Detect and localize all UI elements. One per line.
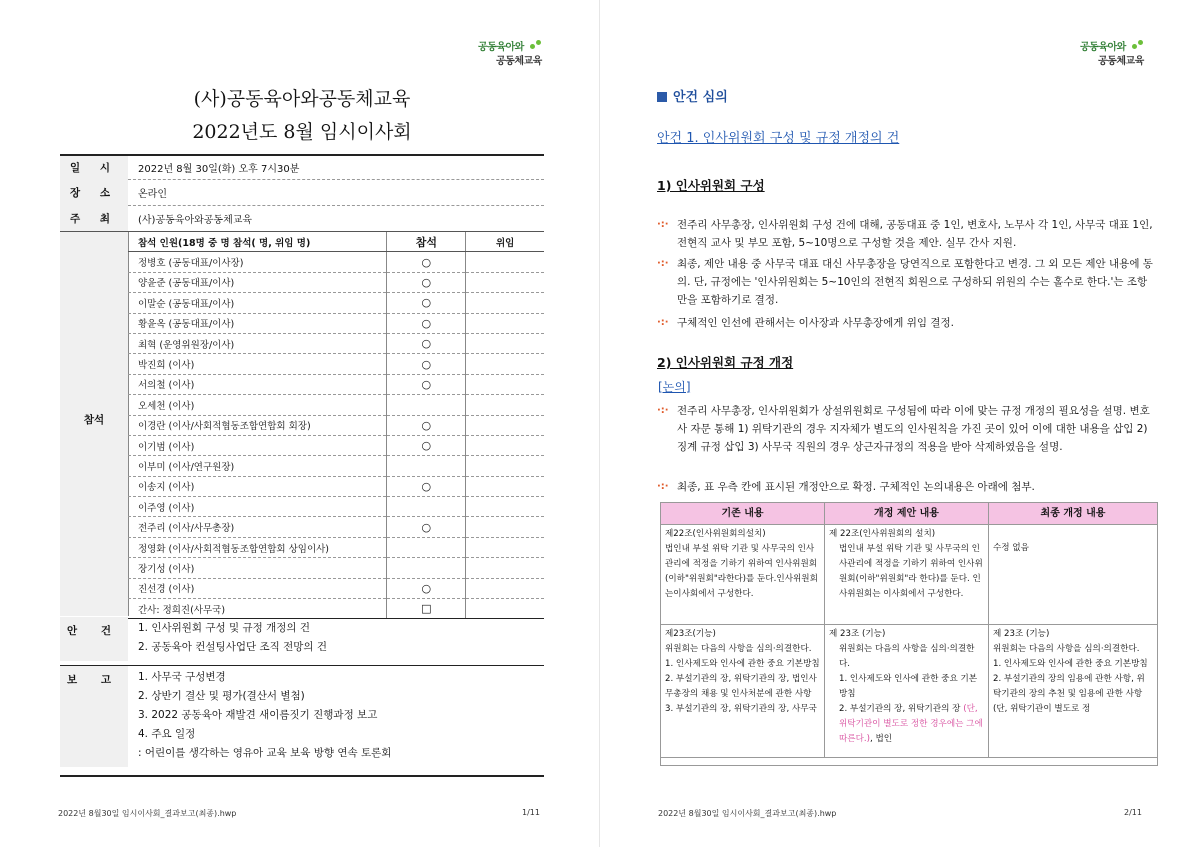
attendee-name: 최혁 (운영위원장/이사): [128, 333, 387, 353]
table-cell: 제22조(인사위원회의설치) 법인내 부설 위탁 기관 및 사무국의 인사관리에 적정을 기하기 위하여 인사위원회(이하"위원회"라한다)를 둔다.인사위원회는이사회에서 구성한다.: [661, 525, 825, 625]
attendee-name: 진선경 (이사): [128, 578, 387, 598]
agenda-table: [60, 617, 544, 661]
footer-page-number: 2/11: [1124, 808, 1142, 817]
attendee-mark: ○: [387, 272, 466, 292]
attendee-mark: [387, 395, 466, 415]
attendee-mark: ○: [387, 313, 466, 333]
secretary-name: 간사: 정희진(사무국): [128, 599, 387, 619]
attendee-mark: ○: [387, 517, 466, 537]
leaf-icon: [530, 44, 535, 49]
arrow-bullet-icon: ·:·: [657, 219, 669, 230]
subsection-heading: 2) 인사위원회 규정 개정: [657, 355, 794, 370]
attendee-mark: [387, 537, 466, 557]
secretary-mark: □: [387, 599, 466, 619]
document-page-2: [600, 0, 1200, 847]
attendee-name: 정영화 (이사/사회적협동조합연합회 상임이사): [128, 537, 387, 557]
attendee-mark: ○: [387, 435, 466, 455]
agenda-item: 2. 공동육아 컨설팅사업단 조직 전망의 건: [138, 641, 327, 653]
document-title: (사)공동육아와공동체교육: [193, 88, 411, 110]
leaf-icon: [536, 40, 541, 45]
leaf-icon: [1132, 44, 1137, 49]
column-header: 기존 내용: [661, 503, 825, 525]
attendee-mark: [387, 558, 466, 578]
attendee-mark: [387, 497, 466, 517]
bullet-item: ·:· 최종, 표 우측 칸에 표시된 개정안으로 확정. 구체적인 논의내용은 아래에 첨부.: [657, 478, 1157, 496]
attendee-mark: ○: [387, 333, 466, 353]
host-label: 주 최: [60, 206, 128, 232]
section-heading: 안건 심의: [657, 86, 728, 105]
attendee-name: 이주영 (이사): [128, 497, 387, 517]
report-item: 3. 2022 공동육아 재발견 새이름짓기 진행과정 보고: [138, 709, 378, 721]
column-header: 개정 제안 내용: [825, 503, 989, 525]
attendee-name: 전주리 (이사/사무총장): [128, 517, 387, 537]
agenda-heading: 안건 1. 인사위원회 구성 및 규정 개정의 건: [657, 131, 900, 146]
attendance-header-check: 참석: [387, 232, 466, 252]
bullet-item: ·:· 구체적인 인선에 관해서는 이사장과 사무총장에게 위임 결정.: [657, 314, 1157, 332]
bullet-item: ·:· 전주리 사무총장, 인사위원회 구성 건에 대해, 공동대표 중 1인, 변호사, 노무사 각 1인, 사무국 대표 1인, 전현직 교사 및 부모 포함, 5~10명으로 구성할 것을 제안. 실무 간사 지원.: [657, 216, 1157, 252]
report-table: [60, 666, 544, 767]
arrow-bullet-icon: ·:·: [657, 481, 669, 492]
attendee-mark: ○: [387, 578, 466, 598]
attendee-name: 이말순 (공동대표/이사): [128, 293, 387, 313]
report-item: : 어린이를 생각하는 영유아 교육 보육 방향 연속 토론회: [138, 747, 392, 759]
report-item: 2. 상반기 결산 및 평가(결산서 별첨): [138, 690, 305, 702]
footer-filename: 2022년 8월30일 임시이사회_결과보고(최종).hwp: [58, 809, 237, 818]
arrow-bullet-icon: ·:·: [657, 258, 669, 269]
attendee-mark: [387, 456, 466, 476]
leaf-icon: [1138, 40, 1143, 45]
report-item: 4. 주요 일정: [138, 728, 196, 740]
attendance-label: 참석: [83, 414, 105, 426]
table-cell: 제 22조(인사위원회의 설치) 법인내 부설 위탁 기관 및 사무국의 인사관리에 적정을 기하기 위하여 인사위원회(이하"위원회"라 한다)를 둔다. 인사위원회는 이사회에서 구성한다.: [825, 525, 989, 625]
column-header: 최종 개정 내용: [989, 503, 1158, 525]
attendee-name: 정병호 (공동대표/이사장): [128, 252, 387, 272]
org-logo: 공동육아와 공동체교육: [1080, 42, 1144, 67]
subsection-heading: 1) 인사위원회 구성: [657, 178, 765, 193]
footer-page-number: 1/11: [522, 808, 540, 817]
table-cell: 수정 없음: [989, 525, 1158, 625]
attendee-mark: ○: [387, 476, 466, 496]
org-logo: 공동육아와 공동체교육: [478, 42, 542, 67]
table-cell: 제23조(기능) 위원회는 다음의 사항을 심의·의결한다. 1. 인사제도와 인사에 관한 중요 기본방침 2. 부설기관의 장, 위탁기관의 장, 법인사무총장의 채용 및 인사처분에 관한 사항 3. 부설기관의 장, 위탁기관의 장, 사무국: [661, 625, 825, 758]
table-cell: 제 23조 (기능) 위원회는 다음의 사항을 심의·의결한다. 1. 인사제도와 인사에 관한 중요 기본방침 2. 부설기관의 장의 임용에 관한 사항, 위탁기관의 장의 추천 및 임용에 관한 사항(단, 위탁기관이 별도로 정: [989, 625, 1158, 758]
attendee-mark: ○: [387, 293, 466, 313]
date-label: 일 시: [60, 155, 128, 180]
attendee-mark: ○: [387, 415, 466, 435]
comparison-table-frame: [660, 502, 1158, 766]
attendee-name: 양윤준 (공동대표/이사): [128, 272, 387, 292]
attendee-mark: ○: [387, 252, 466, 272]
attendee-mark: ○: [387, 374, 466, 394]
attendee-name: 서의철 (이사): [128, 374, 387, 394]
attendee-name: 황윤옥 (공동대표/이사): [128, 313, 387, 333]
arrow-bullet-icon: ·:·: [657, 405, 669, 416]
host-value: (사)공동육아와공동체교육: [138, 215, 253, 227]
discussion-label: [논의]: [658, 380, 691, 394]
report-item: 1. 사무국 구성변경: [138, 671, 226, 683]
agenda-item: 1. 인사위원회 구성 및 규정 개정의 건: [138, 622, 311, 634]
attendee-name: 이경란 (이사/사회적협동조합연합회 회장): [128, 415, 387, 435]
comparison-table: [660, 502, 1158, 758]
table-cell: 제 23조 (기능) 위원회는 다음의 사항을 심의·의결한다. 1. 인사제도와 인사에 관한 중요 기본방침 2. 부설기관의 장, 위탁기관의 장 (단, 위탁기관이 별도로 정한 경우에는 그에 따른다.), 법인: [825, 625, 989, 758]
place-label: 장 소: [60, 180, 128, 206]
place-value: 온라인: [128, 180, 544, 206]
attendance-header-proxy: 위임: [466, 232, 544, 252]
attendee-name: 오세천 (이사): [128, 395, 387, 415]
footer-filename: 2022년 8월30일 임시이사회_결과보고(최종).hwp: [658, 809, 837, 818]
bullet-item: ·:· 최종, 제안 내용 중 사무국 대표 대신 사무총장을 당연직으로 포함한다고 변경. 그 외 모든 제안 내용에 동의. 단, 규정에는 '인사위원회는 5~10인의 전현직 회원으로 구성하되 위원의 수는 홀수로 한다.'는 조항만을 포함하기로 결정.: [657, 255, 1157, 309]
attendee-name: 이기범 (이사): [128, 435, 387, 455]
bullet-item: ·:· 전주리 사무총장, 인사위원회가 상설위원회로 구성됨에 따라 이에 맞는 규정 개정의 필요성을 설명. 변호사 자문 통해 1) 위탁기관의 경우 지자체가 별도의 인사원칙을 가진 곳이 있어 이에 대한 내용을 삽입 2) 징계 규정 삽입 3) 사무국 직원의 경우 상근자규정의 적용을 받아 삭제하였음을 설명.: [657, 402, 1157, 456]
attendance-table: [128, 232, 544, 619]
document-subtitle: 2022년도 8월 임시이사회: [192, 121, 412, 143]
attendee-name: 박진희 (이사): [128, 354, 387, 374]
attendee-name: 이송지 (이사): [128, 476, 387, 496]
attendee-mark: ○: [387, 354, 466, 374]
attendee-name: 장기성 (이사): [128, 558, 387, 578]
meeting-info-table: [60, 154, 544, 232]
attendee-name: 이부미 (이사/연구원장): [128, 456, 387, 476]
attendance-header-name: 참석 인원(18명 중 명 참석( 명, 위임 명): [128, 232, 387, 252]
square-bullet-icon: [657, 92, 667, 102]
arrow-bullet-icon: ·:·: [657, 317, 669, 328]
highlighted-amendment: (단, 위탁기관이 별도로 정한 경우에는 그에 따른다.): [839, 704, 983, 744]
report-label: 보 고: [60, 666, 128, 767]
agenda-label: 안 건: [60, 617, 128, 661]
date-value: 2022년 8월 30일(화) 오후 7시30분: [128, 155, 544, 180]
